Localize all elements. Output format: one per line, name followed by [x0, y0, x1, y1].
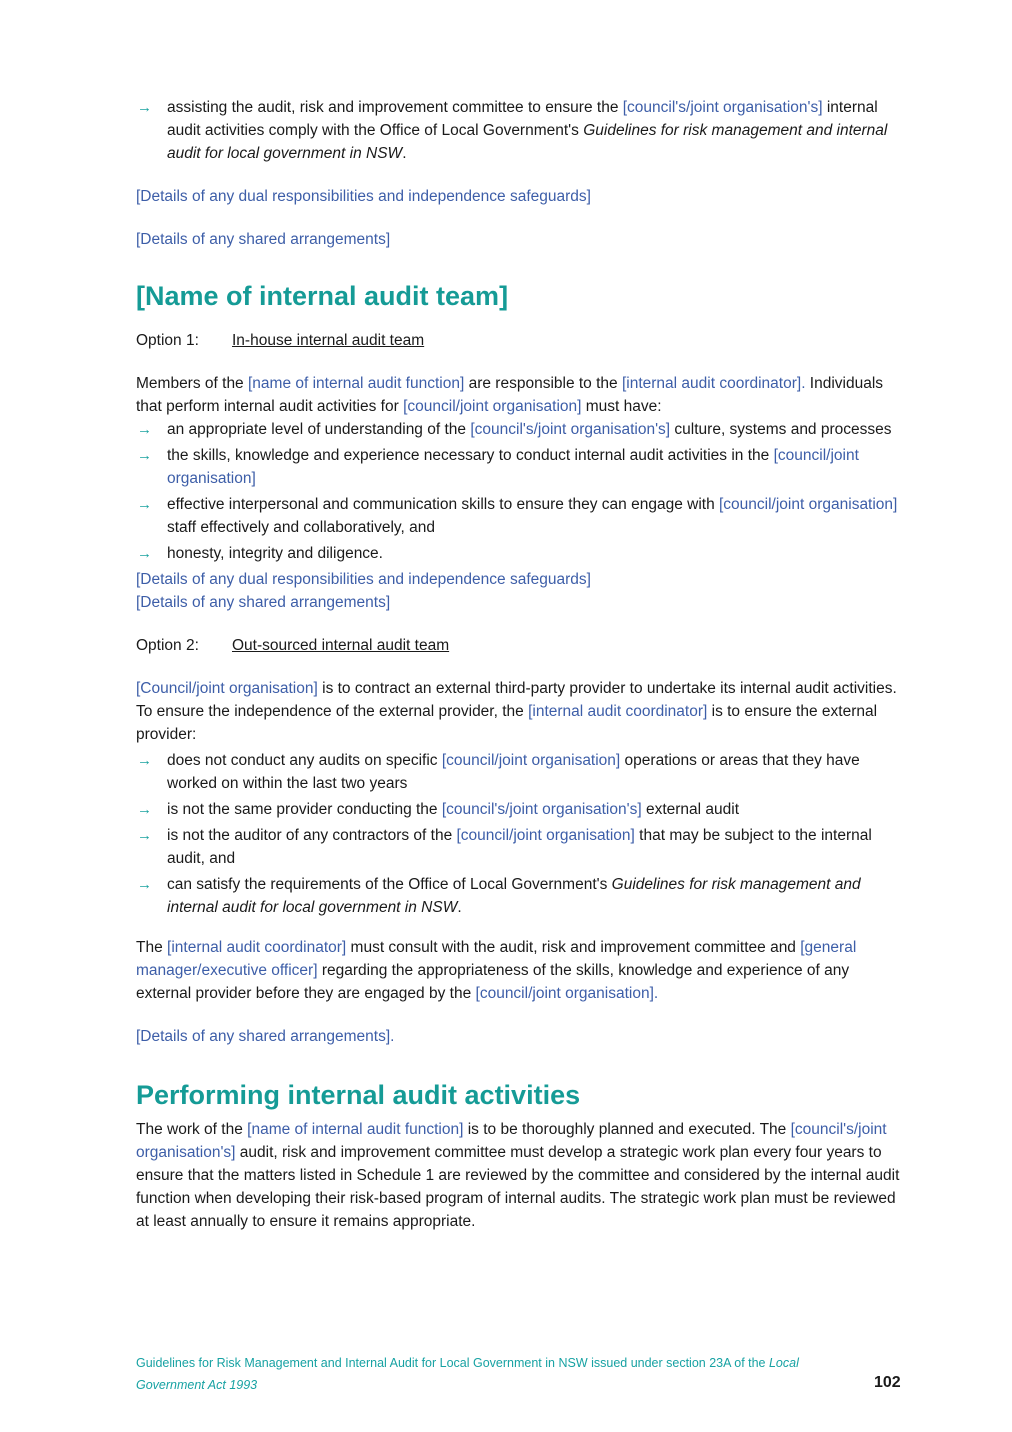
arrow-right-icon: →	[137, 876, 152, 893]
guidelines-title: Guidelines for risk management and internal audit for local government in NSW	[167, 122, 888, 162]
list-item: → is not the auditor of any contractors of the [council/joint organisation] that may be subject to the internal audit, and	[136, 824, 904, 870]
shared-arrangements-placeholder: [Details of any shared arrangements]	[136, 594, 391, 611]
arrow-right-icon: →	[137, 827, 152, 844]
guidelines-title: Guidelines for risk management and internal audit for local government in NSW	[167, 876, 861, 916]
option-1-bullet-list	[136, 418, 904, 565]
list-item: → is not the same provider conducting the [council's/joint organisation's] external audit	[136, 798, 904, 821]
list-item: → the skills, knowledge and experience necessary to conduct internal audit activities in the [council/joint organisation]	[136, 444, 904, 490]
section-heading-performing-activities: Performing internal audit activities	[136, 1080, 581, 1110]
arrow-right-icon: →	[137, 421, 152, 438]
shared-arrangements-placeholder: [Details of any shared arrangements]	[136, 231, 391, 248]
page-number: 102	[874, 1374, 901, 1391]
placeholder-text: [council's/joint organisation's]	[622, 99, 823, 116]
dual-responsibilities-placeholder: [Details of any dual responsibilities and independence safeguards]	[136, 188, 591, 205]
section-heading-internal-audit-team: [Name of internal audit team]	[136, 281, 509, 311]
page-content	[136, 96, 904, 1233]
list-item: → effective interpersonal and communication skills to ensure they can engage with [council/joint organisation] staff effectively and collaboratively, and	[136, 493, 904, 539]
dual-responsibilities-placeholder: [Details of any dual responsibilities and independence safeguards]	[136, 571, 591, 588]
arrow-right-icon: →	[137, 801, 152, 818]
shared-arrangements-placeholder: [Details of any shared arrangements].	[136, 1028, 395, 1045]
list-item: → assisting the audit, risk and improvement committee to ensure the [council's/joint organisation's] internal audit activities comply with the Office of Local Government's Guidelines for risk management and internal audit for local government in NSW.	[136, 96, 904, 165]
arrow-right-icon: →	[137, 99, 152, 116]
arrow-right-icon: →	[137, 447, 152, 464]
arrow-right-icon: →	[137, 545, 152, 562]
list-item: → an appropriate level of understanding of the [council's/joint organisation's] culture, systems and processes	[136, 418, 904, 441]
list-item: → can satisfy the requirements of the Office of Local Government's Guidelines for risk management and internal audit for local government in NSW.	[136, 873, 904, 919]
option-2-heading: Option 2: Out-sourced internal audit team	[136, 637, 450, 654]
option-2-paragraph: [Council/joint organisation] is to contract an external third-party provider to undertake its internal audit activities. To ensure the independence of the external provider, the [internal audit coordinator] is to ensure the external provider:	[136, 680, 897, 743]
performing-paragraph: The work of the [name of internal audit function] is to be thoroughly planned and executed. The [council's/joint organisation's] audit, risk and improvement committee must develop a strategic work plan every four years to ensure that the matters listed in Schedule 1 are reviewed by the committee and considered by the internal audit function when developing their risk-based program of internal audits. The strategic work plan must be reviewed at least annually to ensure it remains appropriate.	[136, 1121, 900, 1230]
list-item: → honesty, integrity and diligence.	[136, 542, 904, 565]
option-1-heading: Option 1: In-house internal audit team	[136, 332, 425, 349]
option-2-bullet-list	[136, 749, 904, 919]
page-footer: Guidelines for Risk Management and Internal Audit for Local Government in NSW issued under section 23A of the Local Government Act 1993	[136, 1356, 799, 1392]
list-item: → does not conduct any audits on specific [council/joint organisation] operations or areas that they have worked on within the last two years	[136, 749, 904, 795]
arrow-right-icon: →	[137, 496, 152, 513]
intro-bullet-list	[136, 96, 904, 165]
arrow-right-icon: →	[137, 752, 152, 769]
consult-paragraph: The [internal audit coordinator] must consult with the audit, risk and improvement committee and [general manager/executive officer] regarding the appropriateness of the skills, knowledge and experience of any external provider before they are engaged by the [council/joint organisation].	[136, 939, 857, 1002]
option-1-paragraph: Members of the [name of internal audit function] are responsible to the [internal audit coordinator]. Individuals that perform internal audit activities for [council/joint organisation] must have:	[136, 375, 884, 415]
